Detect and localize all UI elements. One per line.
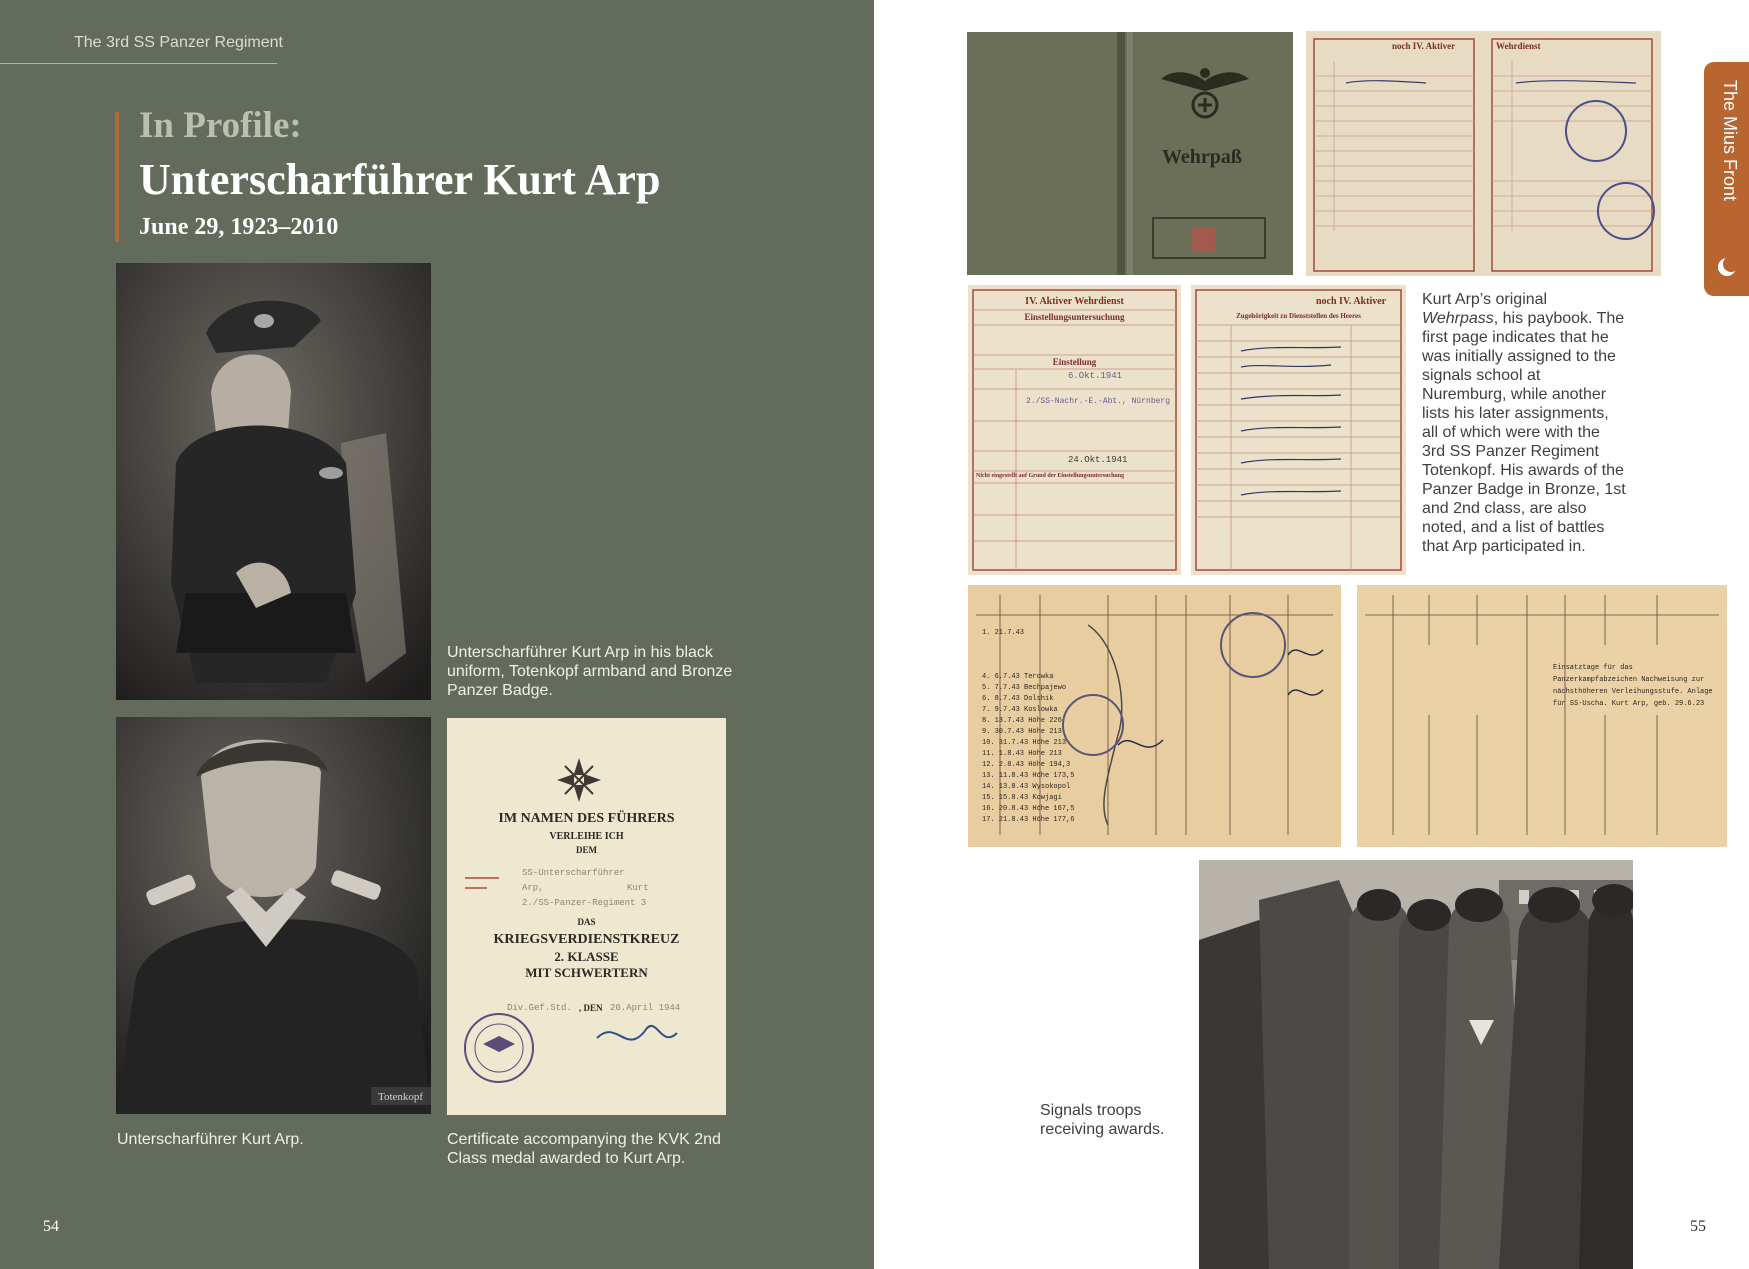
doc-header-einstellung: Einstellung <box>1052 357 1097 367</box>
cert-line6: Kurt <box>627 883 649 893</box>
doc-date-2: 24.Okt.1941 <box>1068 455 1128 465</box>
cert-line11: MIT SCHWERTERN <box>525 965 648 980</box>
page-number-right: 55 <box>1690 1218 1706 1235</box>
battle-list-note-page <box>1357 585 1727 847</box>
seated-portrait-photo <box>116 263 431 700</box>
doc-not-hired: Nicht eingestellt auf Grund der Einstellungsuntersuchung <box>976 473 1125 479</box>
wehrpass-caption-em: Wehrpass <box>1422 310 1494 327</box>
battle-row: 8. 13.7.43 Höhe 226 <box>982 717 1062 725</box>
cert-line8: DAS <box>577 917 596 927</box>
wehrpass-caption-after: , his paybook. The first page indicates that he was initially assigned to the signals school at Nuremburg, while another lists his later assignments, all of which were with the 3rd SS Panzer Regiment Totenkopf. His awards of the Panzer Badge in Bronze, 1st and 2nd class, are also noted, and a list of battles that Arp participated in. <box>1422 310 1626 555</box>
title-accent-bar <box>115 112 119 242</box>
cert-line13: , DEN <box>579 1003 603 1013</box>
cert-line4: SS-Unterscharführer <box>522 868 625 878</box>
doc-header-noch-aktiver: noch IV. Aktiver <box>1316 296 1387 307</box>
profile-kicker: In Profile: <box>139 105 302 146</box>
doc-header-aktiver: noch IV. Aktiver <box>1392 41 1456 51</box>
cert-line3: DEM <box>576 845 597 855</box>
signals-troops-photo <box>1199 860 1633 1269</box>
life-dates: June 29, 1923–2010 <box>139 214 339 240</box>
wehrpass-caption-before: Kurt Arp’s original <box>1422 291 1548 308</box>
cert-line7: 2./SS-Panzer-Regiment 3 <box>522 898 647 908</box>
battle-row: 6. 8.7.43 Dolshik <box>982 695 1054 703</box>
wehrpass-cover <box>967 32 1293 275</box>
cert-line12: Div.Gef.Std. <box>507 1003 572 1013</box>
wehrpass-cover-title: Wehrpaß <box>1162 146 1243 168</box>
seated-portrait-caption: Unterscharführer Kurt Arp in his black uniform, Totenkopf armband and Bronze Panzer Badge. <box>447 644 733 699</box>
battle-row: 11. 1.8.43 Höhe 213 <box>982 750 1062 758</box>
cert-line9: KRIEGSVERDIENSTKREUZ <box>493 932 680 947</box>
seated-portrait-image <box>116 263 431 700</box>
doc-date-1: 6.Okt.1941 <box>1068 371 1123 381</box>
doc-header-aktiver-wehrdienst: IV. Aktiver Wehrdienst <box>1025 296 1124 307</box>
stamp-icon <box>465 1014 533 1082</box>
cert-line1: IM NAMEN DES FÜHRERS <box>498 811 675 826</box>
doc-header-wehrdienst: Wehrdienst <box>1496 41 1541 51</box>
battle-row: 16. 20.8.43 Höhe 167,5 <box>982 805 1075 813</box>
battle-row: 1. 21.7.43 <box>982 629 1025 637</box>
cert-line10: 2. KLASSE <box>554 949 619 964</box>
page-number-left: 54 <box>43 1218 59 1235</box>
battle-row: 4. 6.7.43 Terowka <box>982 673 1054 681</box>
battle-row: 9. 30.7.43 Höhe 213 <box>982 728 1062 736</box>
doc-header-einstellungsuntersuchung: Einstellungsuntersuchung <box>1024 312 1125 322</box>
head-portrait-photo <box>116 717 431 1114</box>
battle-row: 5. 7.7.43 Bechpajewo <box>982 684 1067 692</box>
wehrpass-caption <box>1422 290 1627 556</box>
head-portrait-caption: Unterscharführer Kurt Arp. <box>117 1131 304 1148</box>
page-title: Unterscharführer Kurt Arp <box>139 155 661 204</box>
battle-row: 15. 15.8.43 Kowjagi <box>982 794 1062 802</box>
armband-text: Totenkopf <box>378 1091 424 1103</box>
battle-list-page <box>968 585 1341 847</box>
battle-row: 12. 2.8.43 Höhe 194,3 <box>982 761 1071 769</box>
running-head: The 3rd SS Panzer Regiment <box>74 34 283 51</box>
battle-row: 14. 13.8.43 Wysokopol <box>982 783 1071 791</box>
battle-row: 10. 31.7.43 Höhe 213 <box>982 739 1067 747</box>
battle-note: Einsatztage für das Panzerkampfabzeichen Nachweisung zur nächsthöheren Verleihungsstufe. Anlage für SS-Uscha. Kurt Arp, geb. 29.6.23 <box>1553 664 1713 708</box>
doc-unit-1: 2./SS-Nachr.-E.-Abt., Nürnberg <box>1026 397 1171 406</box>
battle-row: 7. 9.7.43 Koslowka <box>982 706 1058 714</box>
running-head-rule <box>0 63 277 64</box>
battle-row: 13. 11.8.43 Höhe 173,5 <box>982 772 1075 780</box>
crescent-moon-icon <box>1716 256 1738 278</box>
cert-line2: VERLEIHE ICH <box>549 831 624 842</box>
wehrpass-enlistment-page <box>968 285 1181 575</box>
certificate-caption: Certificate accompanying the KVK 2nd Class medal awarded to Kurt Arp. <box>447 1131 721 1167</box>
wehrpass-award-pages <box>1306 31 1661 276</box>
troops-caption: Signals troops receiving awards. <box>1040 1102 1165 1138</box>
cert-line5: Arp, <box>522 883 544 893</box>
section-tab-label: The Mius Front <box>1720 80 1740 202</box>
doc-header-zugehoerigkeit: Zugehörigkeit zu Dienststellen des Heeres <box>1236 312 1361 320</box>
battle-row: 17. 21.8.43 Höhe 177,6 <box>982 816 1075 824</box>
cert-line14: 20.April 1944 <box>610 1003 681 1013</box>
kvk-certificate <box>447 718 726 1115</box>
wehrpass-units-page <box>1191 285 1406 575</box>
